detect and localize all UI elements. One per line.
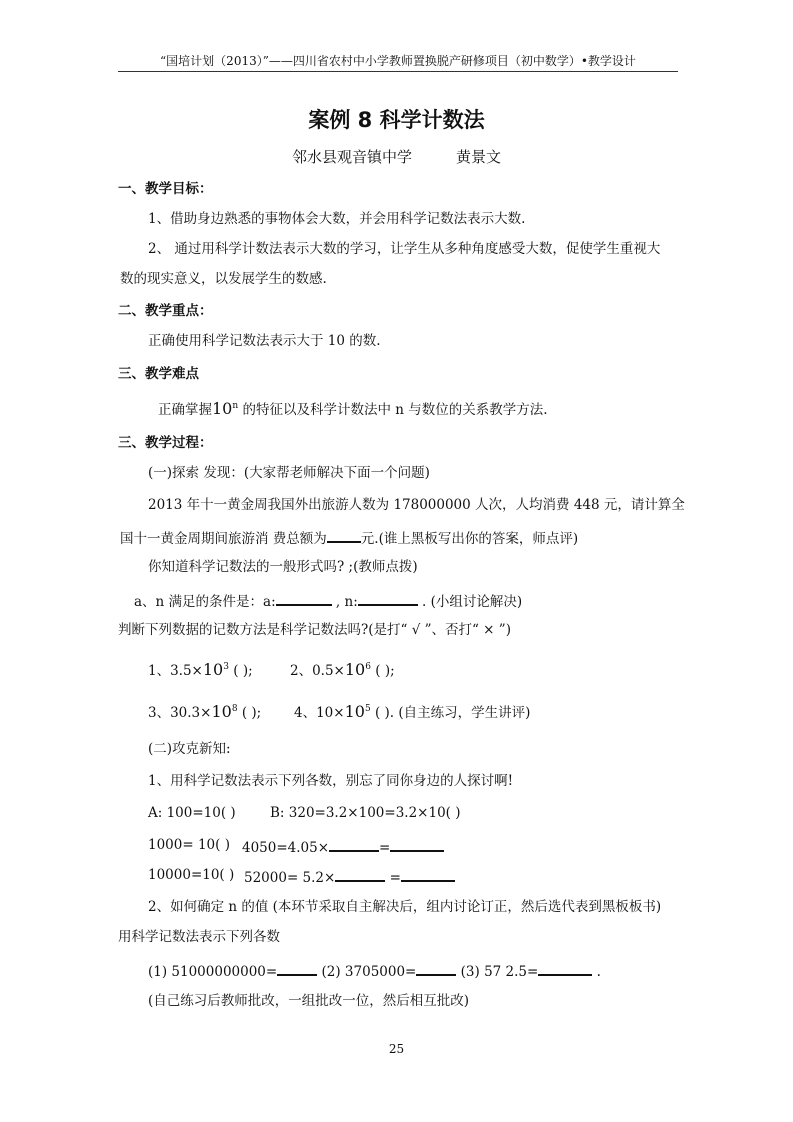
judge-3-answer[interactable]: ( ); xyxy=(237,705,262,721)
author-school: 邻水县观音镇中学 xyxy=(291,148,412,166)
exercise-1-instruction: 1、用科学记数法表示下列各数，别忘了同你身边的人探讨啊! xyxy=(148,773,514,789)
equation-1000: 1000= 10( ) xyxy=(148,837,230,853)
running-header: “国培计划（2013）”——四川省农村中小学教师置换脱产研修项目（初中数学）•教学设计 xyxy=(160,54,636,68)
self-check-note: (自己练习后教师批改，一组批改一位，然后相互批改) xyxy=(148,993,470,1009)
judge-3-text: 3、30.3× xyxy=(148,705,212,721)
equation-4050-eq: = xyxy=(379,840,391,856)
judge-2-base: 10 xyxy=(344,660,366,679)
author-line xyxy=(0,146,793,167)
exercise-2-instruction: 2、如何确定 n 的值 (本环节采取自主解决后，组内讨论订正，然后选代表到黑板板书) xyxy=(148,899,662,915)
section-difficulty-heading: 三、教学难点 xyxy=(118,366,199,382)
general-form-question: 你知道科学记数法的一般形式吗? ;(教师点拨) xyxy=(148,559,418,575)
section-key-points-heading: 二、教学重点： xyxy=(118,303,213,319)
judge-item-3 xyxy=(148,700,261,722)
blank-52000-b[interactable] xyxy=(401,866,455,882)
judge-4-answer[interactable]: ( ). (自主练习，学生讲评) xyxy=(370,705,531,721)
power-base: 10 xyxy=(212,399,233,418)
judge-3-exp: 8 xyxy=(231,704,238,714)
difficulty-post: 的特征以及科学计数法中 n 与数位的关系教学方法. xyxy=(238,402,548,418)
equation-52000-text: 52000= 5.2× xyxy=(244,870,336,886)
explore-heading: (一)探索 发现：(大家帮老师解决下面一个问题) xyxy=(148,465,430,481)
judge-item-1 xyxy=(148,658,253,680)
equation-4050-text: 4050=4.05× xyxy=(242,840,330,856)
objective-1: 1、借助身边熟悉的事物体会大数，并会用科学记数法表示大数. xyxy=(148,211,526,227)
difficulty-1 xyxy=(158,397,548,419)
judge-4-text: 4、10× xyxy=(294,705,345,721)
judge-1-text: 1、3.5× xyxy=(148,663,203,679)
blank-52000-a[interactable] xyxy=(335,866,385,882)
judge-1-exp: 3 xyxy=(223,662,229,672)
equation-a: A: 100=10( ) xyxy=(148,805,236,821)
ex-2-text: (2) 3705000= xyxy=(317,964,417,980)
problem-line-1: 2013 年十一黄金周我国外出旅游人数为 178000000 人次，人均消费 448 元，请计算全 xyxy=(148,497,685,513)
blank-ex-2[interactable] xyxy=(416,960,456,976)
blank-4050-b[interactable] xyxy=(390,836,444,852)
judge-3-base: 10 xyxy=(211,702,232,721)
difficulty-pre: 正确掌握 xyxy=(158,402,212,418)
ex-3-text: (3) 57 2.5= xyxy=(456,964,539,980)
problem-line-2-pre: 国十一黄金周期间旅游消 费总额为 xyxy=(120,531,327,547)
section-objectives-heading: 一、教学目标： xyxy=(118,181,213,197)
problem-line-2 xyxy=(120,527,578,548)
blank-ex-1[interactable] xyxy=(277,960,317,976)
blank-a[interactable] xyxy=(276,590,332,606)
judge-4-base: 10 xyxy=(344,702,365,721)
problem-line-2-post: 元.(谁上黑板写出你的答案，师点评) xyxy=(360,531,579,547)
judge-2-exp: 6 xyxy=(365,662,371,672)
equation-10000: 10000=10( ) xyxy=(148,867,235,883)
ex-end: . xyxy=(592,964,601,980)
ex-1-text: (1) 51000000000= xyxy=(148,964,278,980)
judge-1-answer[interactable]: ( ); xyxy=(228,663,253,679)
judge-item-4 xyxy=(294,700,530,722)
page-number: 25 xyxy=(388,1042,405,1056)
condition-mid: , n: xyxy=(331,594,358,610)
answer-blank[interactable] xyxy=(327,527,361,543)
condition-pre: a、n 满足的条件是：a: xyxy=(134,594,276,610)
objective-2a: 2、 通过用科学计数法表示大数的学习，让学生从多种角度感受大数，促使学生重视大 xyxy=(148,241,661,257)
equation-4050 xyxy=(242,836,444,857)
exercise-2-items xyxy=(148,960,601,981)
judge-instruction: 判断下列数据的记数方法是科学记数法吗?(是打“ √ ”、否打“ × ”) xyxy=(118,622,511,638)
blank-ex-3[interactable] xyxy=(538,960,592,976)
judge-1-base: 10 xyxy=(202,660,224,679)
blank-n[interactable] xyxy=(358,590,418,606)
equation-52000 xyxy=(244,866,455,887)
attack-heading: (二)攻克新知: xyxy=(148,741,231,757)
blank-4050-a[interactable] xyxy=(329,836,379,852)
condition-post: . (小组讨论解决) xyxy=(417,594,523,610)
document-title: 案例 8 科学计数法 xyxy=(308,108,485,132)
exercise-2-subinstruction: 用科学记数法表示下列各数 xyxy=(118,929,280,945)
header-rule xyxy=(118,71,678,72)
author-name: 黄景文 xyxy=(456,148,502,166)
section-process-heading: 三、教学过程： xyxy=(118,435,213,451)
condition-line xyxy=(134,590,522,611)
power-exponent: n xyxy=(232,401,239,411)
key-point-1: 正确使用科学记数法表示大于 10 的数. xyxy=(148,333,381,349)
judge-2-text: 2、0.5× xyxy=(290,663,345,679)
equation-b: B: 320=3.2×100=3.2×10( ) xyxy=(270,805,461,821)
equation-52000-eq: = xyxy=(385,870,401,886)
judge-item-2 xyxy=(290,658,395,680)
judge-2-answer[interactable]: ( ); xyxy=(370,663,395,679)
judge-4-exp: 5 xyxy=(364,704,371,714)
objective-2b: 数的现实意义，以发展学生的数感. xyxy=(120,271,327,287)
